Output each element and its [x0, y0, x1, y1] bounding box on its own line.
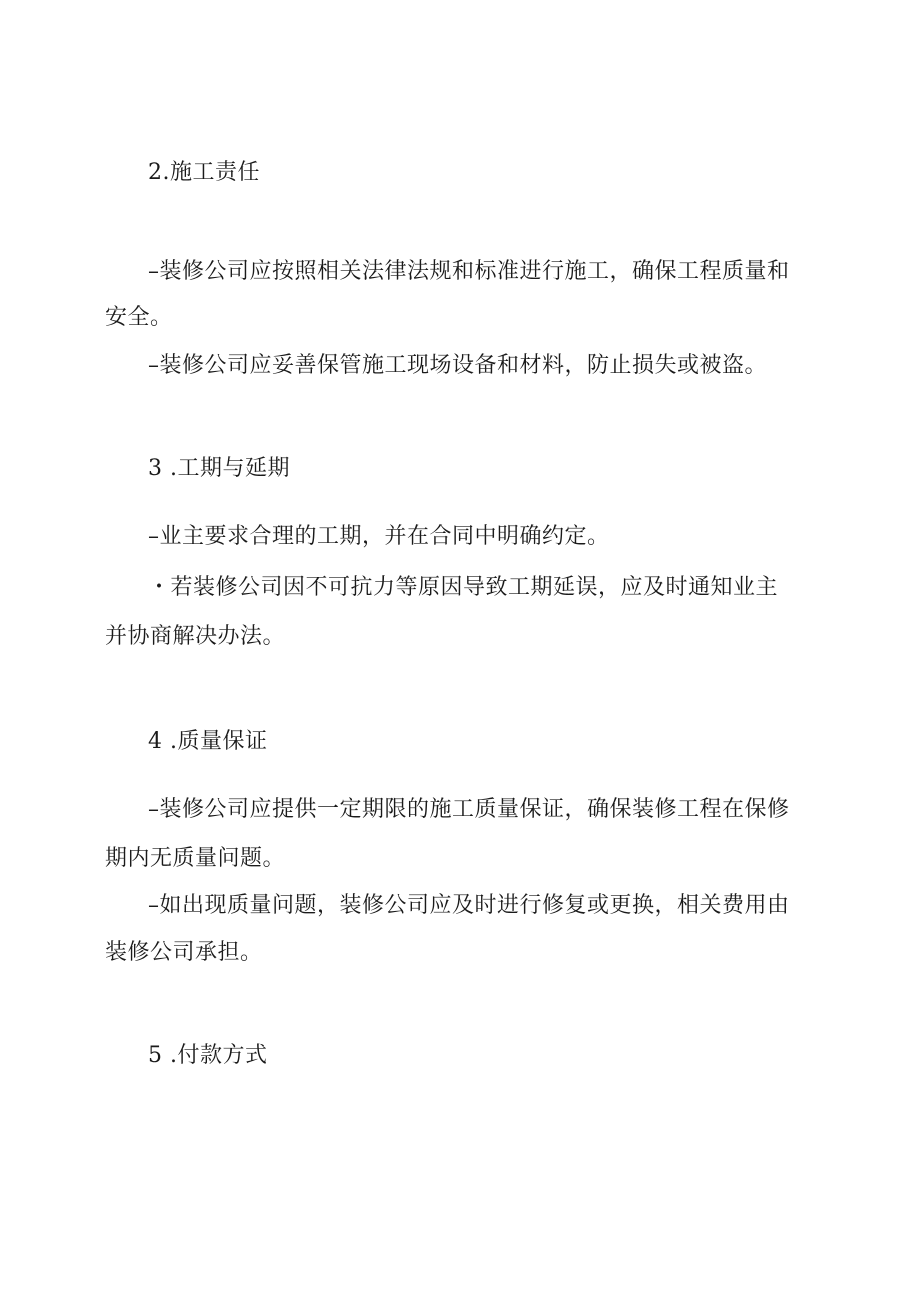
paragraph-line: –装修公司应按照相关法律法规和标准进行施工，确保工程质量和 [148, 259, 790, 284]
section-heading-5: 5 .付款方式 [148, 1043, 268, 1068]
paragraph-line-continued: 安全。 [105, 305, 173, 330]
paragraph-line: –如出现质量问题，装修公司应及时进行修复或更换，相关费用由 [148, 893, 790, 918]
paragraph-line-continued: 并协商解决办法。 [105, 624, 286, 649]
paragraph-line-continued: 装修公司承担。 [105, 940, 263, 965]
section-heading-3: 3 .工期与延期 [148, 456, 290, 481]
paragraph-line: –业主要求合理的工期，并在合同中明确约定。 [148, 524, 610, 549]
section-heading-4: 4 .质量保证 [148, 729, 268, 754]
paragraph-line: ・若装修公司因不可抗力等原因导致工期延误，应及时通知业主 [148, 575, 779, 600]
paragraph-line-continued: 期内无质量问题。 [105, 846, 286, 871]
paragraph-line: –装修公司应提供一定期限的施工质量保证，确保装修工程在保修 [148, 797, 790, 822]
section-heading-2: 2.施工责任 [148, 160, 260, 185]
paragraph-line: –装修公司应妥善保管施工现场设备和材料，防止损失或被盗。 [148, 353, 768, 378]
